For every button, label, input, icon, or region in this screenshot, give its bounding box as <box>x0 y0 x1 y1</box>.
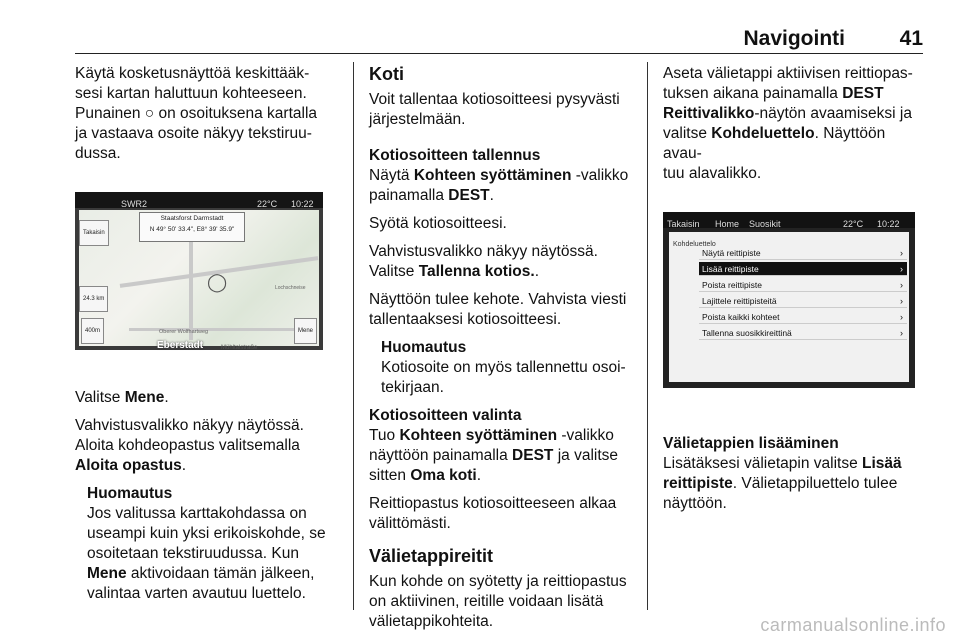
page-title: Navigointi <box>743 27 845 50</box>
text-line <box>663 124 927 164</box>
text-line: järjestelmään. <box>369 111 466 128</box>
home-button[interactable]: Home <box>715 219 740 229</box>
text: Tuo <box>369 427 400 444</box>
text-line <box>369 166 635 186</box>
text-line: tuu alavalikko. <box>663 165 762 182</box>
text-line: Reittiopastus kotiosoitteeseen alkaa <box>369 495 617 512</box>
text-line: näyttöön. <box>663 495 727 512</box>
column-divider-1 <box>353 62 354 610</box>
clock: 10:22 <box>291 199 314 209</box>
map-intro-paragraph <box>75 64 337 164</box>
text: tuksen aikana painamalla <box>663 85 843 102</box>
column-divider-2 <box>647 62 648 610</box>
text: valitse <box>663 125 712 142</box>
list-item[interactable] <box>699 326 907 340</box>
ui-term: Mene <box>87 565 127 582</box>
text-line <box>663 474 927 494</box>
message-paragraph <box>369 290 635 330</box>
page-number: 41 <box>899 27 923 50</box>
list-item[interactable] <box>699 310 907 324</box>
chevron-right-icon: › <box>900 280 903 290</box>
chevron-right-icon: › <box>900 328 903 338</box>
text-line <box>663 454 927 474</box>
text: . <box>476 467 481 484</box>
list-item[interactable] <box>699 294 907 308</box>
text-line <box>87 564 337 584</box>
ui-term: Aloita opastus <box>75 457 182 474</box>
back-button[interactable]: Takaisin <box>79 220 109 246</box>
map-area-label: Lochschneise <box>275 285 306 291</box>
subheading-save-home: Kotiosoitteen tallennus <box>369 147 541 164</box>
ui-term: Kohteen syöttäminen <box>413 167 572 184</box>
ui-term: reittipiste <box>663 475 733 492</box>
list-item-selected[interactable] <box>699 262 907 276</box>
map-street-label: Mühltalstraße <box>221 345 258 351</box>
text-line <box>369 262 635 282</box>
favourites-button[interactable]: Suosikit <box>749 219 781 229</box>
watermark: carmanualsonline.info <box>760 615 946 635</box>
list-item-label: Lajittele reittipisteitä <box>702 296 777 306</box>
map-status-bar <box>75 192 323 208</box>
text-line: tekirjaan. <box>381 379 444 396</box>
confirm-line: Vahvistusvalikko näkyy näytössä. <box>75 417 304 434</box>
menu-status-bar <box>663 212 915 228</box>
text: -valikko <box>571 167 629 184</box>
text-line: Kun kohde on syötetty ja reittiopastus <box>369 573 627 590</box>
chevron-right-icon: › <box>900 248 903 258</box>
text-line: Näyttöön tulee kehote. Vahvista viesti <box>369 291 627 308</box>
text-line: Aseta välietappi aktiivisen reittiopas- <box>663 65 913 82</box>
ui-term: Reittivalikko <box>663 105 755 122</box>
text-line <box>663 104 927 124</box>
text-line <box>369 426 635 446</box>
text: . <box>164 389 169 406</box>
text-line <box>663 84 927 104</box>
subheading-add-waypoints: Välietappien lisääminen <box>663 435 839 452</box>
ui-term: DEST <box>448 187 490 204</box>
start-line: Aloita kohdeopastus valitsemalla <box>75 437 300 454</box>
text-line: Kotiosoite on myös tallennettu osoi- <box>381 359 626 376</box>
select-go-instruction <box>75 388 337 408</box>
text-line: Voit tallentaa kotiosoitteesi pysyvästi <box>369 91 620 108</box>
text-line: tallentaaksesi kotiosoitteesi. <box>369 311 562 328</box>
map-road <box>129 328 309 331</box>
list-item[interactable] <box>699 246 907 260</box>
text-line: sesi kartan haluttuun kohteeseen. <box>75 85 307 102</box>
destination-list-screenshot <box>663 212 915 388</box>
text: . Näyttöön avau- <box>663 125 886 162</box>
location-coordinates: N 49° 50' 33.4", E8° 39' 35.9" <box>149 226 235 233</box>
text-line <box>369 186 635 206</box>
radio-station: SWR2 <box>121 199 148 209</box>
back-button[interactable]: Takaisin <box>667 219 700 229</box>
ui-term: DEST <box>842 85 884 102</box>
column-3 <box>663 64 927 514</box>
text: . <box>534 263 539 280</box>
text-line: on aktiivinen, reitille voidaan lisätä <box>369 593 604 610</box>
red-circle-marker-icon: ◯ <box>207 272 228 292</box>
text-line: Punainen ○ on osoituksena kartalla <box>75 105 318 122</box>
ui-term: DEST <box>512 447 554 464</box>
ui-term: Lisää <box>862 455 902 472</box>
section-heading-home: Koti <box>369 64 404 84</box>
list-item-label: Lisää reittipiste <box>702 264 759 274</box>
waypoints-paragraph <box>369 572 635 632</box>
chevron-right-icon: › <box>900 312 903 322</box>
text: ja valitse <box>553 447 619 464</box>
text-line: välittömästi. <box>369 515 451 532</box>
text: aktivoidaan tämän jälkeen, <box>126 565 315 582</box>
text: . <box>489 187 494 204</box>
location-info-box <box>139 212 245 242</box>
text-line: dussa. <box>75 145 121 162</box>
text: -näytön avaamiseksi ja <box>754 105 912 122</box>
chevron-right-icon: › <box>900 264 903 274</box>
ui-term: Kohteen syöttäminen <box>399 427 558 444</box>
enter-line: Syötä kotiosoitteesi. <box>369 215 507 232</box>
clock: 10:22 <box>877 219 900 229</box>
breadcrumb: Kohdeluettelo <box>673 241 716 248</box>
text-line: valintaa varten avautuu luettelo. <box>87 585 306 602</box>
text: Valitse <box>369 263 419 280</box>
text: Valitse <box>75 389 125 406</box>
text-line <box>369 446 635 466</box>
confirm-line: Vahvistusvalikko näkyy näytössä. <box>369 243 598 260</box>
map-screenshot <box>75 192 323 350</box>
text-line: useampi kuin yksi erikoiskohde, se <box>87 525 326 542</box>
list-item-label: Tallenna suosikkireittinä <box>702 328 792 338</box>
note-heading: Huomautus <box>87 485 173 502</box>
ui-term: Oma koti <box>410 467 477 484</box>
note-block <box>381 338 635 398</box>
ui-term: Mene <box>124 389 165 406</box>
go-button[interactable]: Mene <box>294 318 317 344</box>
page-header <box>75 27 923 54</box>
location-name: Staatsforst Darmstadt <box>160 215 224 222</box>
section-heading-waypoints: Välietappireitit <box>369 546 494 566</box>
ui-term: Tallenna kotios. <box>418 263 535 280</box>
distance-readout: 24.3 km <box>79 286 108 312</box>
column-2 <box>369 64 635 632</box>
map-place-label: Eberstadt <box>157 340 204 351</box>
guidance-paragraph <box>369 494 635 534</box>
chevron-right-icon: › <box>900 296 903 306</box>
text-line: välietappikohteita. <box>369 613 494 630</box>
text: näyttöön painamalla <box>369 447 513 464</box>
text-line <box>369 466 635 486</box>
map-road-label: Oberer Wolfhartweg <box>159 329 209 335</box>
home-intro <box>369 90 635 130</box>
note-block <box>87 484 337 604</box>
list-item-label: Poista reittipiste <box>702 280 762 290</box>
map-scale-button[interactable]: 400m <box>81 318 104 344</box>
ui-term: Kohdeluettelo <box>711 125 815 142</box>
text-line: ja vastaava osoite näkyy tekstiruu- <box>75 125 312 142</box>
start-guidance-line <box>75 456 337 476</box>
text-line: osoitetaan tekstiruudussa. Kun <box>87 545 299 562</box>
text: Lisätäksesi välietapin valitse <box>663 455 863 472</box>
list-item-label: Näytä reittipiste <box>702 248 761 258</box>
list-item-label: Poista kaikki kohteet <box>702 312 780 322</box>
menu-list-panel <box>669 232 909 382</box>
text-line: Jos valitussa karttakohdassa on <box>87 505 307 522</box>
text: . <box>181 457 187 474</box>
column-1 <box>75 64 337 612</box>
text: . Välietappiluettelo tulee <box>732 475 898 492</box>
note-heading: Huomautus <box>381 339 467 356</box>
text: sitten <box>369 467 411 484</box>
text: -valikko <box>557 427 614 444</box>
subheading-select-home: Kotiosoitteen valinta <box>369 407 522 424</box>
text-line: Käytä kosketusnäyttöä keskittääk- <box>75 65 310 82</box>
list-item[interactable] <box>699 278 907 292</box>
temperature: 22°C <box>257 199 278 209</box>
text: Näytä <box>369 167 414 184</box>
temperature: 22°C <box>843 219 864 229</box>
text: painamalla <box>369 187 449 204</box>
